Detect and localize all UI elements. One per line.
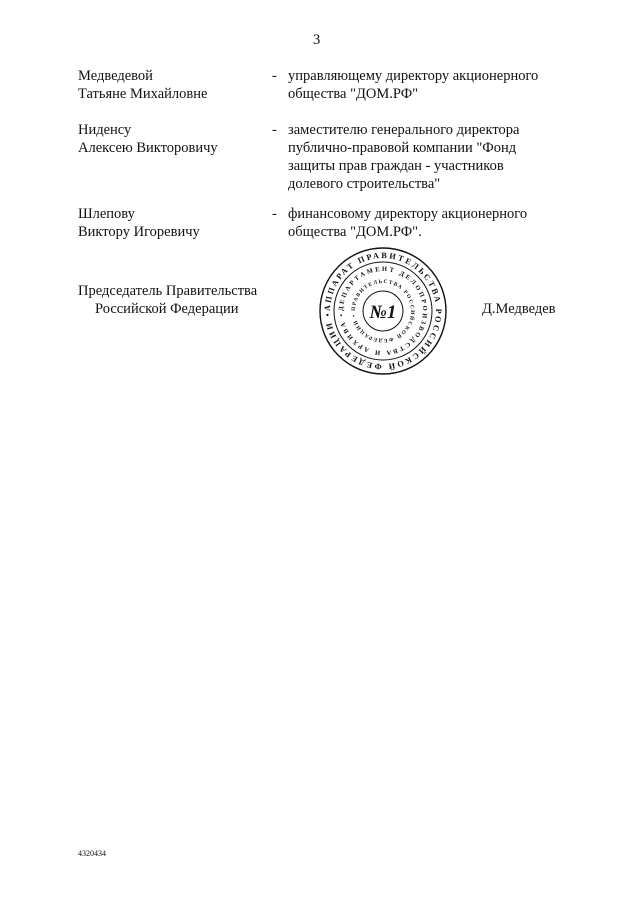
recipient-given-names: Татьяне Михайловне [78,86,208,102]
signatory-name: Д.Медведев [482,301,556,317]
seal-inner-text: ПРАВИТЕЛЬСТВА РОССИЙСКОЙ ФЕДЕРАЦИИ • [350,278,416,344]
dash: - [272,206,277,222]
recipient-position: общества "ДОМ.РФ" [288,86,419,102]
seal-number: №1 [369,302,397,323]
official-seal [318,246,448,376]
recipient-position: заместителю генерального директора [288,122,520,138]
signatory-title: Председатель Правительства [78,283,258,299]
recipient-given-names: Виктору Игоревичу [78,224,200,240]
recipient-surname: Нидeнсу [78,122,132,138]
recipient-surname: Шлепову [78,206,135,222]
recipient-position: публично-правовой компании "Фонд [288,140,517,156]
signatory-title: Российской Федерации [95,301,239,317]
dash: - [272,122,277,138]
page-number: 3 [313,32,321,48]
seal-middle-text: ДЕПАРТАМЕНТ ДЕЛОПРОИЗВОДСТВА И АРХИВА • [337,265,429,357]
recipient-position: защиты прав граждан - участников [288,158,504,174]
recipient-position: общества "ДОМ.РФ". [288,224,422,240]
recipient-position: управляющему директору акционерного [288,68,539,84]
document-code: 4320434 [78,849,106,858]
recipient-given-names: Алексею Викторовичу [78,140,218,156]
recipient-surname: Медведевой [78,68,153,84]
dash: - [272,68,277,84]
recipient-position: финансовому директору акционерного [288,206,528,222]
seal-outer-text: АППАРАТ ПРАВИТЕЛЬСТВА РОССИЙСКОЙ ФЕДЕРАЦИИ • [322,250,444,372]
recipient-position: долевого строительства" [288,176,441,192]
